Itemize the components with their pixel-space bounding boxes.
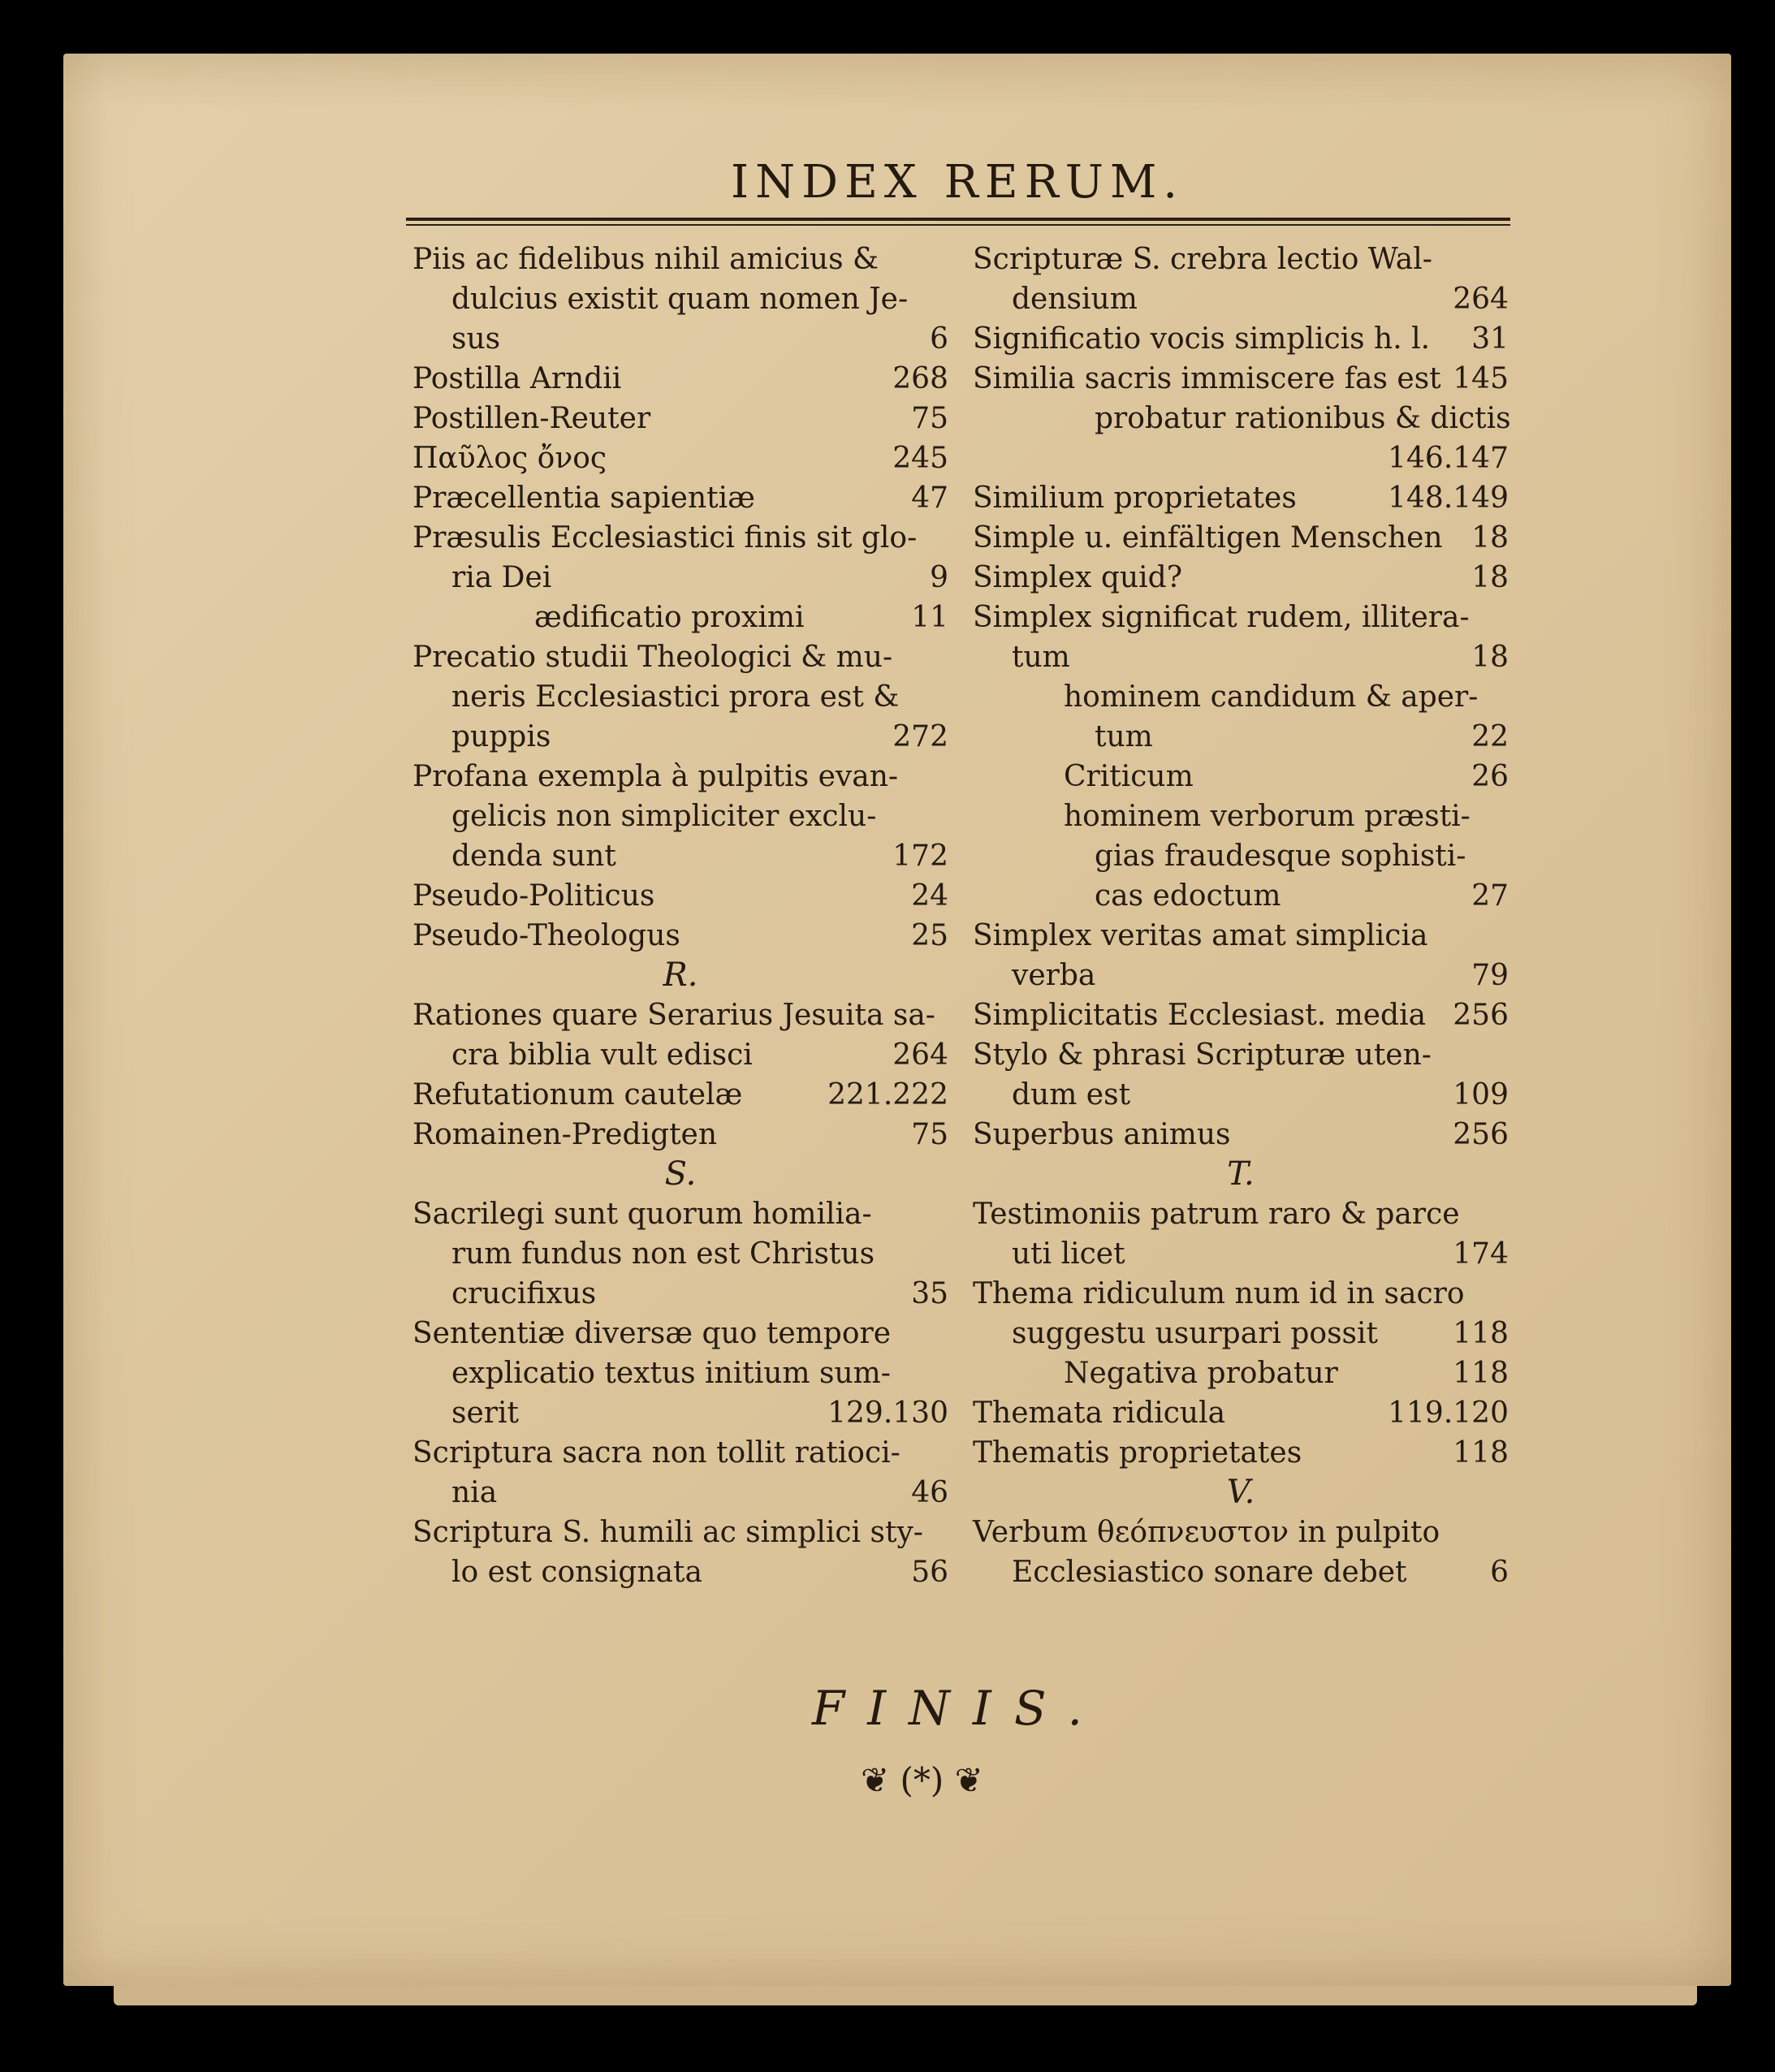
index-section-letter xyxy=(973,1155,1509,1194)
index-entry xyxy=(973,717,1509,757)
index-entry-text: Postilla Arndii xyxy=(412,362,622,395)
index-entry-page: 264 xyxy=(1453,283,1509,316)
index-entry-text: cra biblia vult edisci xyxy=(451,1038,753,1072)
index-entry-text: sus xyxy=(451,322,501,356)
index-entry xyxy=(412,1314,948,1353)
index-entry-page: 26 xyxy=(1471,760,1509,793)
index-entry-text: Pseudo-Theologus xyxy=(412,919,680,952)
index-entry-page: 47 xyxy=(911,481,948,515)
index-entry xyxy=(973,240,1509,279)
index-entry xyxy=(973,637,1509,677)
index-entry-page: 118 xyxy=(1453,1317,1509,1350)
index-entry xyxy=(412,717,948,757)
index-entry-text: crucifixus xyxy=(451,1277,597,1310)
index-column-right xyxy=(973,240,1509,1592)
index-entry xyxy=(973,876,1509,916)
index-entry-text: Significatio vocis simplicis h. l. xyxy=(973,322,1431,356)
index-entry-text: Stylo & phrasi Scripturæ uten- xyxy=(973,1038,1432,1072)
index-entry xyxy=(412,240,948,279)
index-entry-page: 9 xyxy=(930,561,948,594)
index-entry-text: R. xyxy=(663,956,698,994)
header-rule-top xyxy=(406,218,1510,221)
index-entry xyxy=(412,1473,948,1513)
index-entry-text: Thema ridiculum num id in sacro xyxy=(973,1277,1465,1310)
index-entry-text: Ecclesiastico sonare debet xyxy=(1012,1556,1407,1589)
index-entry-text: gelicis non simpliciter exclu- xyxy=(451,800,877,833)
index-entry-page: 146.147 xyxy=(1388,442,1509,475)
index-entry-text: Simplicitatis Ecclesiast. media xyxy=(973,999,1427,1032)
index-entry-page: 109 xyxy=(1453,1078,1509,1112)
index-entry-page: 11 xyxy=(911,601,948,634)
index-entry xyxy=(973,518,1509,558)
index-entry-text: Rationes quare Serarius Jesuita sa- xyxy=(412,999,935,1032)
index-entry xyxy=(412,399,948,438)
index-entry-text: serit xyxy=(451,1396,519,1430)
index-entry-text: ria Dei xyxy=(451,561,552,594)
index-entry-page: 148.149 xyxy=(1388,481,1509,515)
index-entry-text: denda sunt xyxy=(451,840,616,873)
index-entry xyxy=(412,518,948,558)
index-entry-text: ædificatio proximi xyxy=(534,601,805,634)
finis-text: FINIS. xyxy=(812,1681,1105,1736)
index-entry-text: verba xyxy=(1012,959,1096,992)
index-entry-page: 118 xyxy=(1453,1436,1509,1470)
index-entry-text: rum fundus non est Christus xyxy=(451,1237,875,1271)
index-entry-text: V. xyxy=(1226,1474,1255,1511)
index-entry xyxy=(973,1353,1509,1393)
index-entry xyxy=(412,1075,948,1115)
index-entry xyxy=(973,1433,1509,1473)
index-entry xyxy=(412,757,948,796)
index-entry-page: 6 xyxy=(1490,1556,1509,1589)
index-entry-text: Postillen-Reuter xyxy=(412,402,651,435)
signature-mark: ❦ (*) ❦ xyxy=(861,1760,983,1800)
index-entry-text: Scriptura sacra non tollit ratioci- xyxy=(412,1436,900,1470)
index-entry xyxy=(973,279,1509,319)
index-entry-text: Romainen-Predigten xyxy=(412,1118,718,1151)
index-entry-text: uti licet xyxy=(1012,1237,1125,1271)
index-entry-page: 79 xyxy=(1471,959,1509,992)
index-entry xyxy=(973,1314,1509,1353)
index-section-letter xyxy=(412,1155,948,1194)
index-entry-page: 256 xyxy=(1453,1118,1509,1151)
index-entry-page: 264 xyxy=(892,1038,948,1072)
index-entry-page: 25 xyxy=(911,919,948,952)
index-entry xyxy=(973,438,1509,478)
index-entry-text: gias fraudesque sophisti- xyxy=(1095,840,1466,873)
index-entry-text: dum est xyxy=(1012,1078,1131,1112)
index-entry-text: Simplex veritas amat simplicia xyxy=(973,919,1428,952)
index-entry-text: cas edoctum xyxy=(1095,879,1281,913)
index-entry-text: Themata ridicula xyxy=(973,1396,1226,1430)
index-entry-text: Simplex significat rudem, illitera- xyxy=(973,601,1470,634)
index-entry-text: Refutationum cautelæ xyxy=(412,1078,743,1112)
page-title: INDEX RERUM. xyxy=(731,156,1185,209)
index-entry-page: 31 xyxy=(1471,322,1509,356)
index-entry-text: probatur rationibus & dictis xyxy=(1095,402,1511,435)
index-entry xyxy=(973,916,1509,956)
index-entry xyxy=(973,796,1509,836)
index-entry-text: Similia sacris immiscere fas est xyxy=(973,362,1441,395)
index-entry-text: Negativa probatur xyxy=(1064,1357,1338,1390)
index-entry-text: Præcellentia sapientiæ xyxy=(412,481,755,515)
index-entry xyxy=(412,1393,948,1433)
index-entry-text: tum xyxy=(1012,641,1070,674)
index-entry xyxy=(973,478,1509,518)
index-entry xyxy=(412,836,948,876)
index-entry xyxy=(973,1115,1509,1155)
index-column-left xyxy=(412,240,948,1592)
index-entry-text: Simple u. einfältigen Menschen xyxy=(973,521,1443,555)
index-entry-text: tum xyxy=(1095,720,1153,753)
index-entry-text: neris Ecclesiastici prora est & xyxy=(451,680,900,714)
index-entry xyxy=(973,558,1509,598)
index-entry-text: hominem verborum præsti- xyxy=(1064,800,1471,833)
index-entry-text: dulcius existit quam nomen Je- xyxy=(451,283,909,316)
index-entry-page: 46 xyxy=(911,1476,948,1509)
index-entry xyxy=(973,1393,1509,1433)
index-entry xyxy=(973,598,1509,637)
index-entry-page: 24 xyxy=(911,879,948,913)
index-entry-text: S. xyxy=(664,1155,697,1193)
index-entry xyxy=(973,359,1509,399)
index-entry xyxy=(973,1234,1509,1274)
index-entry-text: explicatio textus initium sum- xyxy=(451,1357,891,1390)
index-entry-text: puppis xyxy=(451,720,551,753)
index-entry xyxy=(412,1353,948,1393)
index-entry xyxy=(973,1035,1509,1075)
index-entry-page: 18 xyxy=(1471,561,1509,594)
index-entry xyxy=(412,1552,948,1592)
index-entry-text: hominem candidum & aper- xyxy=(1064,680,1479,714)
index-entry xyxy=(412,1194,948,1234)
index-entry xyxy=(412,279,948,319)
index-entry xyxy=(973,399,1509,438)
index-entry xyxy=(973,995,1509,1035)
index-entry-text: Criticum xyxy=(1064,760,1194,793)
index-entry xyxy=(412,438,948,478)
index-entry xyxy=(412,677,948,717)
index-entry-text: T. xyxy=(1227,1155,1255,1193)
index-entry xyxy=(412,995,948,1035)
index-entry-text: Profana exempla à pulpitis evan- xyxy=(412,760,899,793)
index-entry-text: Verbum θεόπνευστον in pulpito xyxy=(973,1516,1440,1549)
index-entry xyxy=(412,478,948,518)
index-entry xyxy=(973,1513,1509,1552)
index-entry-text: Sacrilegi sunt quorum homilia- xyxy=(412,1198,872,1231)
index-entry-page: 27 xyxy=(1471,879,1509,913)
index-entry-text: Scriptura S. humili ac simplici sty- xyxy=(412,1516,923,1549)
index-entry xyxy=(973,319,1509,359)
index-entry-page: 221.222 xyxy=(827,1078,948,1112)
index-entry xyxy=(412,1035,948,1075)
index-entry-text: Pseudo-Politicus xyxy=(412,879,655,913)
index-entry xyxy=(973,1274,1509,1314)
index-entry-text: Παῦλος ὄνος xyxy=(412,442,607,475)
index-entry-page: 119.120 xyxy=(1388,1396,1509,1430)
index-entry xyxy=(973,1552,1509,1592)
index-entry-text: Testimoniis patrum raro & parce xyxy=(973,1198,1460,1231)
index-entry-page: 129.130 xyxy=(827,1396,948,1430)
index-entry xyxy=(973,1194,1509,1234)
index-entry xyxy=(973,836,1509,876)
index-entry-page: 18 xyxy=(1471,521,1509,555)
index-entry-text: Præsulis Ecclesiastici finis sit glo- xyxy=(412,521,918,555)
index-entry xyxy=(973,677,1509,717)
header-rule-bottom xyxy=(406,224,1510,226)
index-entry-page: 18 xyxy=(1471,641,1509,674)
index-entry-text: Piis ac fidelibus nihil amicius & xyxy=(412,243,879,276)
index-entry xyxy=(412,319,948,359)
index-entry-page: 174 xyxy=(1453,1237,1509,1271)
index-entry-text: Similium proprietates xyxy=(973,481,1297,515)
index-entry xyxy=(412,558,948,598)
index-entry-page: 272 xyxy=(892,720,948,753)
index-entry-page: 172 xyxy=(892,840,948,873)
index-entry-text: suggestu usurpari possit xyxy=(1012,1317,1379,1350)
index-entry-text: nia xyxy=(451,1476,498,1509)
index-entry-text: Precatio studii Theologici & mu- xyxy=(412,641,893,674)
index-entry-text: Thematis proprietates xyxy=(973,1436,1302,1470)
index-entry-page: 256 xyxy=(1453,999,1509,1032)
index-entry xyxy=(412,637,948,677)
index-entry xyxy=(412,598,948,637)
index-entry xyxy=(412,359,948,399)
index-entry-text: Superbus animus xyxy=(973,1118,1231,1151)
index-entry-page: 75 xyxy=(911,402,948,435)
index-entry-text: densium xyxy=(1012,283,1138,316)
index-entry-text: lo est consignata xyxy=(451,1556,702,1589)
index-entry xyxy=(412,876,948,916)
index-entry xyxy=(412,1274,948,1314)
index-entry-page: 118 xyxy=(1453,1357,1509,1390)
index-entry xyxy=(412,1513,948,1552)
index-entry xyxy=(412,1115,948,1155)
index-section-letter xyxy=(973,1473,1509,1513)
index-entry xyxy=(412,796,948,836)
index-entry-text: Scripturæ S. crebra lectio Wal- xyxy=(973,243,1432,276)
index-entry xyxy=(973,1075,1509,1115)
index-entry-page: 56 xyxy=(911,1556,948,1589)
index-entry xyxy=(412,916,948,956)
index-entry-page: 245 xyxy=(892,442,948,475)
index-entry-page: 75 xyxy=(911,1118,948,1151)
index-section-letter xyxy=(412,956,948,995)
index-entry xyxy=(412,1433,948,1473)
index-entry-page: 35 xyxy=(911,1277,948,1310)
index-entry-page: 145 xyxy=(1453,362,1509,395)
index-entry-page: 22 xyxy=(1471,720,1509,753)
index-entry-text: Simplex quid? xyxy=(973,561,1183,594)
index-entry xyxy=(412,1234,948,1274)
index-entry xyxy=(973,956,1509,995)
index-entry-page: 268 xyxy=(892,362,948,395)
index-entry xyxy=(973,757,1509,796)
index-entry-page: 6 xyxy=(930,322,948,356)
index-entry-text: Sententiæ diversæ quo tempore xyxy=(412,1317,892,1350)
